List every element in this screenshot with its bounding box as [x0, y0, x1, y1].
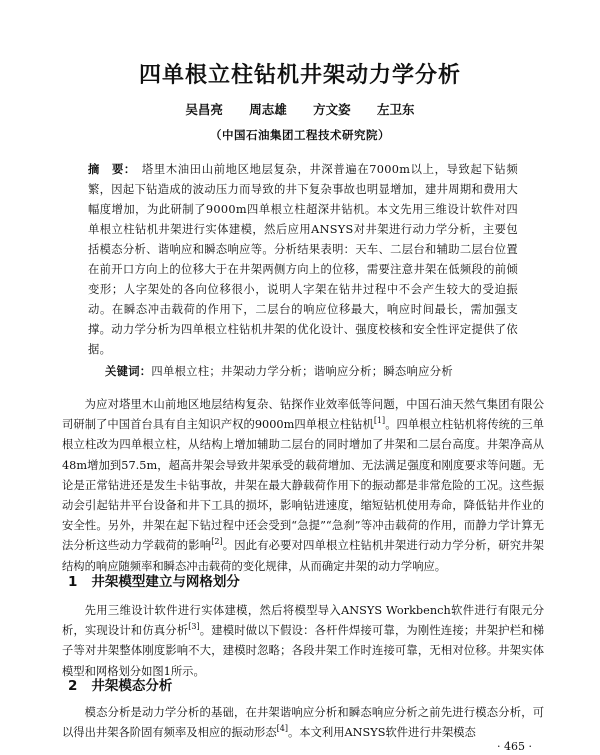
paper-title: 四单根立柱钻机井架动力学分析: [138, 63, 461, 88]
affiliation: （中国石油集团工程技术研究院）: [210, 128, 390, 142]
abstract-label: 摘 要：: [88, 163, 136, 176]
abstract-text: 塔里木油田山前地区地层复杂，井深普遍在7000m以上，导致起下钻频繁，因起下钻造成的波动压力而导致的井下复杂事故也明显增加，建井周期和费用大幅度增加，为此研制了9000m四单根立柱超深井钻机。本文先用三维设计软件对四单根立柱钻机井架进行实体建模，然后应用ANSYS对井架进行动力学分析，主要包括模态分析、谐响应和瞬态响应等。分析结果表明：天车、二层台和辅助二层台位置在前开口方向上的位移大于在井架两侧方向上的位移，需要注意井架在低频段的前倾变形；人字架处的各向位移很小，说明人字架在钻井过程中不会产生较大的受迫振动。在瞬态冲击载荷的作用下，二层台的响应位移最大，响应时间最长，需加强支撑。动力学分析为四单根立柱钻机井架的优化设计、强度校核和安全性评定提供了依据。: [88, 163, 518, 356]
keywords: [105, 363, 525, 379]
citation-ref: [1]: [373, 416, 386, 426]
keywords-text: 四单根立柱；井架动力学分析；谐响应分析；瞬态响应分析: [151, 365, 453, 378]
section2-text-a: 模态分析是动力学分析的基础，在井架谐响应分析和瞬态响应分析之前先进行模态分析，可以得出井架各阶固有频率及相应的振动形态: [62, 706, 544, 740]
author-list: [0, 100, 600, 118]
author-name: 周志雄: [249, 102, 287, 117]
page-number: · 465 ·: [497, 740, 532, 753]
section-number: 2: [68, 678, 78, 694]
section-heading-1: [68, 570, 240, 590]
intro-text-a: 为应对塔里木山前地区地层结构复杂、钻探作业效率低等问题，中国石油天然气集团有限公司研制了中国首台具有自主知识产权的9000m四单根立柱钻机: [62, 398, 544, 432]
citation-ref: [3]: [188, 622, 200, 632]
author-name: 吴昌亮: [185, 102, 223, 117]
section2-paragraph: [62, 703, 544, 743]
citation-ref: [2]: [211, 537, 223, 547]
author-name: 方文姿: [313, 102, 351, 117]
section1-paragraph: [62, 601, 544, 682]
intro-text-b: 。四单根立柱钻机将传统的三单根立柱改为四单根立柱，从结构上增加辅助二层台的同时增加了井架和二层台高度。井架净高从48m增加到57.5m，超高井架会导致井架承受的载荷增加、无法满足强度和刚度要求等问题。无论是正常钻进还是发生卡钻事故，井架在最大静载荷作用下的振动都是非常危险的工况。这些振动会引起钻井平台设备和井下工具的损坏，影响钻进速度，缩短钻机使用寿命，降低钻井作业的安全性。另外，井架在起下钻过程中还会受到“急提”“急刹”等冲击载荷的作用，而静力学计算无法分析这些动力学载荷的影响: [62, 418, 544, 553]
intro-text-c: 。因此有必要对四单根立柱钻机井架进行动力学分析，研究井架结构的响应随频率和瞬态冲击载荷的变化规律，从而确定井架的动力学响应。: [62, 539, 544, 573]
keywords-label: 关键词：: [105, 365, 152, 378]
section2-text-b: 。本文利用ANSYS软件进行井架模态: [288, 726, 476, 740]
author-name: 左卫东: [377, 102, 415, 117]
section-number: 1: [68, 574, 78, 590]
section-heading-2: [68, 674, 172, 694]
abstract: [88, 160, 518, 360]
citation-ref: [4]: [276, 724, 288, 734]
section-title: 井架模态分析: [91, 678, 173, 694]
section1-text-b: 。建模时做以下假设：各杆件焊接可靠，为刚性连接；井架护栏和梯子等对井架整体刚度影响不大，建模时忽略；各段井架工作时连接可靠，无相对位移。井架实体模型和网格划分如图1所示。: [62, 624, 544, 678]
intro-paragraph: [62, 395, 544, 577]
section1-text-a: 先用三维设计软件进行实体建模，然后将模型导入ANSYS Workbench软件进行有限元分析，实现设计和仿真分析: [62, 604, 544, 638]
section-title: 井架模型建立与网格划分: [91, 574, 240, 590]
